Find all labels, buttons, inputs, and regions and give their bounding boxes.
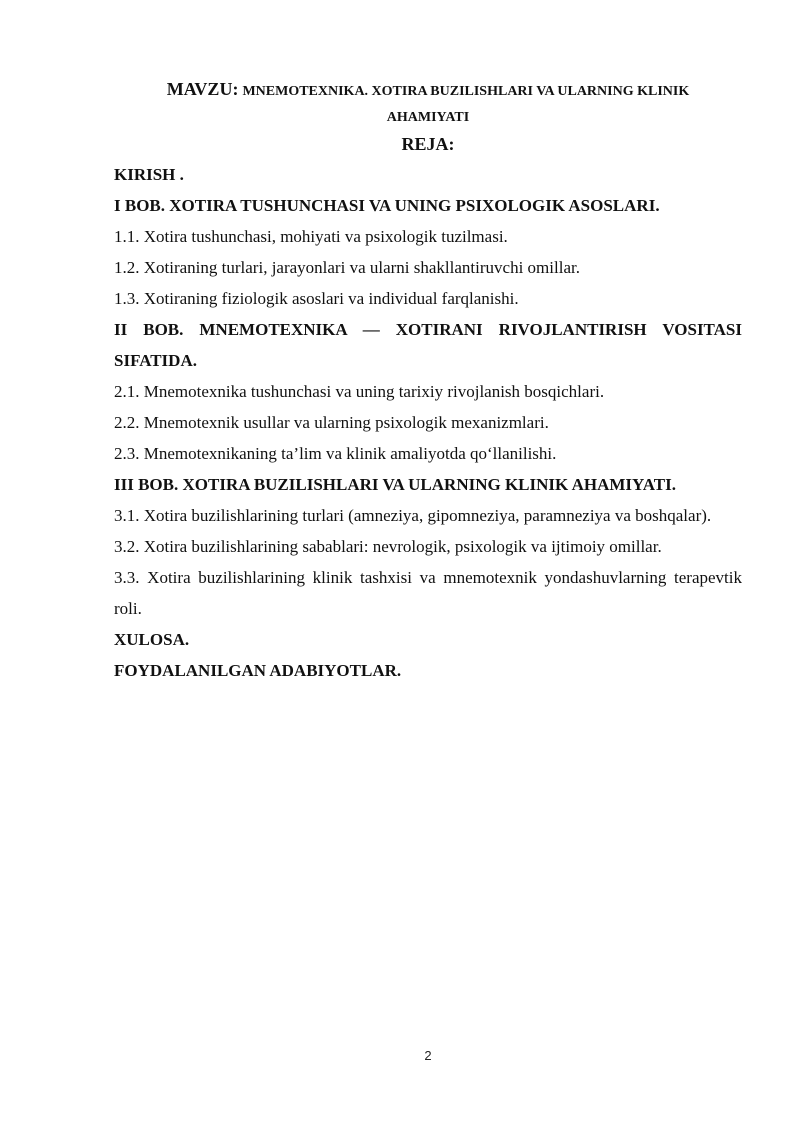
document-page — [114, 74, 742, 686]
table-of-contents — [114, 159, 742, 686]
title-rest: MNEMOTEXNIKA. XOTIRA BUZILISHLARI VA ULARNING KLINIK — [242, 84, 690, 99]
toc-references: FOYDALANILGAN ADABIYOTLAR. — [114, 661, 402, 680]
toc-section-3-1: 3.1. Xotira buzilishlarining turlari (amneziya, gipomneziya, paramneziya va boshqalar). — [114, 506, 712, 525]
toc-section-3-3: 3.3. Xotira buzilishlarining klinik tashxisi va mnemotexnik yondashuvlarning terapevtik roli. — [114, 568, 742, 618]
toc-section-2-1: 2.1. Mnemotexnika tushunchasi va uning tarixiy rivojlanish bosqichlari. — [114, 382, 605, 401]
toc-section-3-2: 3.2. Xotira buzilishlarining sabablari: nevrologik, psixologik va ijtimoiy omillar. — [114, 537, 662, 556]
toc-section-2-3: 2.3. Mnemotexnikaning ta’lim va klinik amaliyotda qo‘llanilishi. — [114, 444, 557, 463]
toc-section-1-3: 1.3. Xotiraning fiziologik asoslari va individual farqlanishi. — [114, 289, 519, 308]
toc-chapter-3: III BOB. XOTIRA BUZILISHLARI VA ULARNING KLINIK AHAMIYATI. — [114, 475, 676, 494]
page-number: 2 — [424, 1048, 432, 1063]
document-title — [114, 74, 742, 107]
plan-heading: REJA: — [401, 134, 455, 154]
toc-chapter-2: II BOB. MNEMOTEXNIKA — XOTIRANI RIVOJLANTIRISH VOSITASI SIFATIDA. — [114, 320, 742, 370]
toc-section-1-2: 1.2. Xotiraning turlari, jarayonlari va ularni shakllantiruvchi omillar. — [114, 258, 580, 277]
document-title-continued: AHAMIYATI — [386, 110, 470, 125]
toc-section-2-2: 2.2. Mnemotexnik usullar va ularning psixologik mexanizmlari. — [114, 413, 549, 432]
toc-chapter-1: I BOB. XOTIRA TUSHUNCHASI VA UNING PSIXOLOGIK ASOSLARI. — [114, 196, 660, 215]
toc-section-1-1: 1.1. Xotira tushunchasi, mohiyati va psixologik tuzilmasi. — [114, 227, 508, 246]
toc-conclusion: XULOSA. — [114, 630, 190, 649]
title-lead: MAVZU: — [166, 79, 239, 99]
toc-intro: KIRISH . — [114, 165, 184, 184]
